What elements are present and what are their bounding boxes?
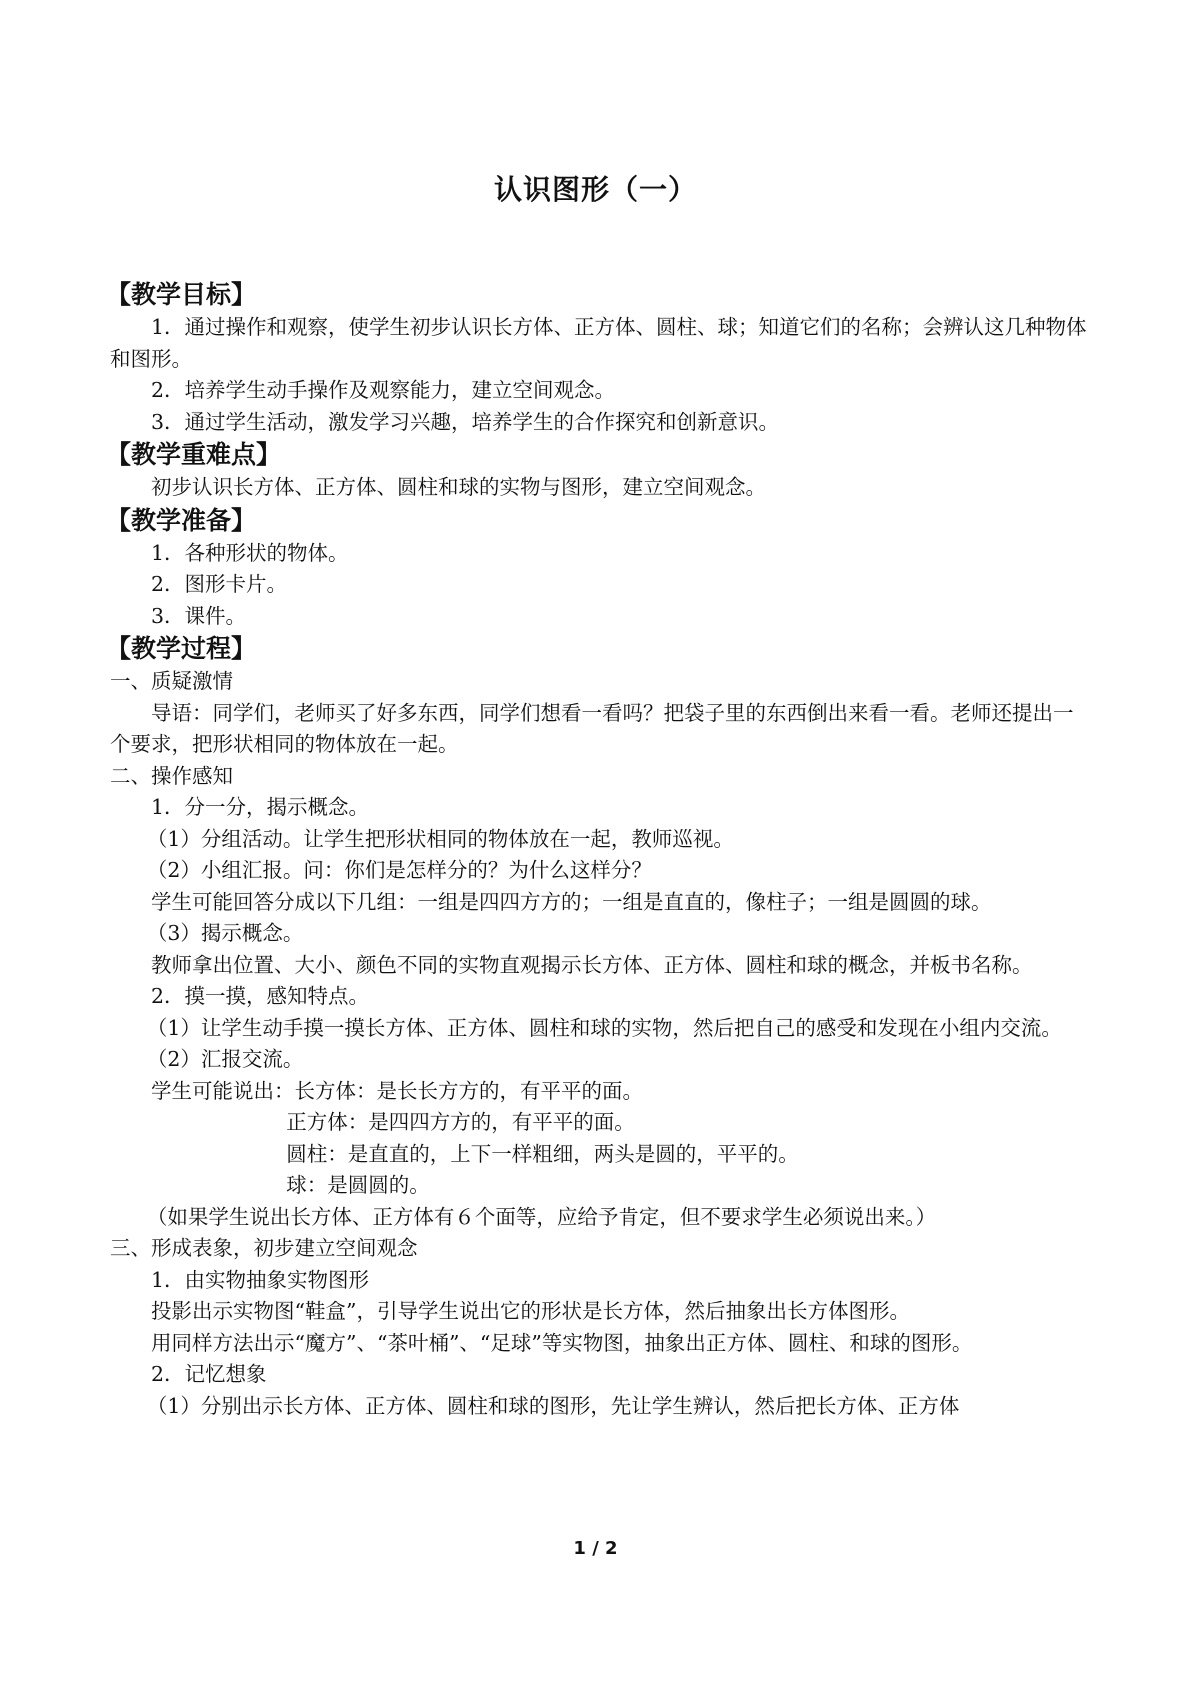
process-paragraph: 教师拿出位置、大小、颜色不同的实物直观揭示长方体、正方体、圆柱和球的概念，并板书名称。 (151, 952, 1033, 977)
process-substep: （1）分别出示长方体、正方体、圆柱和球的图形，先让学生辨认，然后把长方体、正方体 (146, 1393, 960, 1418)
objective-item: 3．通过学生活动，激发学习兴趣，培养学生的合作探究和创新意识。 (151, 409, 780, 434)
document-body (106, 278, 1090, 1422)
objective-item: 2．培养学生动手操作及观察能力，建立空间观念。 (151, 378, 616, 402)
section-heading-key-points: 【教学重难点】 (106, 440, 282, 469)
process-list-line: 圆柱：是直直的，上下一样粗细，两头是圆的，平平的。 (286, 1141, 799, 1166)
process-step: 1．由实物抽象实物图形 (151, 1267, 370, 1292)
process-note: （如果学生说出长方体、正方体有６个面等，应给予肯定，但不要求学生必须说出来。） (146, 1204, 937, 1229)
process-paragraph: 学生可能回答分成以下几组：一组是四四方方的；一组是直直的，像柱子；一组是圆圆的球。 (151, 889, 992, 914)
section-heading-preparation: 【教学准备】 (106, 505, 257, 535)
key-points-text: 初步认识长方体、正方体、圆柱和球的实物与图形，建立空间观念。 (151, 475, 766, 499)
process-paragraph: 用同样方法出示“魔方”、“茶叶桶”、“足球”等实物图，抽象出正方体、圆柱、和球的图形。 (151, 1330, 973, 1355)
process-step: 1．分一分，揭示概念。 (151, 795, 370, 819)
process-paragraph: 投影出示实物图“鞋盒”，引导学生说出它的形状是长方体，然后抽象出长方体图形。 (151, 1299, 910, 1323)
document-title: 认识图形（一） (493, 173, 697, 206)
process-substep: （1）分组活动。让学生把形状相同的物体放在一起，教师巡视。 (146, 826, 734, 851)
section-heading-process: 【教学过程】 (106, 634, 257, 663)
process-substep: （3）揭示概念。 (146, 921, 304, 945)
process-part-title: 二、操作感知 (110, 763, 233, 788)
process-paragraph: 导语：同学们，老师买了好多东西，同学们想看一看吗？把袋子里的东西倒出来看一看。老师还提出一个要求，把形状相同的物体放在一起。 (110, 700, 1074, 756)
process-list-line: 正方体：是四四方方的，有平平的面。 (286, 1110, 635, 1134)
process-substep: （1）让学生动手摸一摸长方体、正方体、圆柱和球的实物，然后把自己的感受和发现在小组内交流。 (146, 1015, 1062, 1040)
process-substep: （2）汇报交流。 (146, 1047, 304, 1071)
preparation-item: 3．课件。 (151, 603, 247, 628)
page-number: 1 / 2 (573, 1538, 618, 1559)
preparation-item: 2．图形卡片。 (151, 572, 288, 596)
process-step: 2．记忆想象 (151, 1362, 267, 1386)
process-list-line: 球：是圆圆的。 (286, 1173, 430, 1197)
process-step: 2．摸一摸，感知特点。 (151, 984, 370, 1008)
process-part-title: 一、质疑激情 (110, 669, 233, 693)
process-substep: （2）小组汇报。问：你们是怎样分的？为什么这样分？ (146, 858, 652, 882)
preparation-item: 1．各种形状的物体。 (151, 540, 349, 565)
objective-item: 1．通过操作和观察，使学生初步认识长方体、正方体、圆柱、球；知道它们的名称；会辨认这几种物体和图形。 (110, 315, 1087, 371)
section-heading-objectives: 【教学目标】 (106, 280, 257, 309)
process-paragraph: 学生可能说出：长方体：是长长方方的，有平平的面。 (151, 1078, 643, 1103)
process-part-title: 三、形成表象，初步建立空间观念 (110, 1236, 418, 1260)
